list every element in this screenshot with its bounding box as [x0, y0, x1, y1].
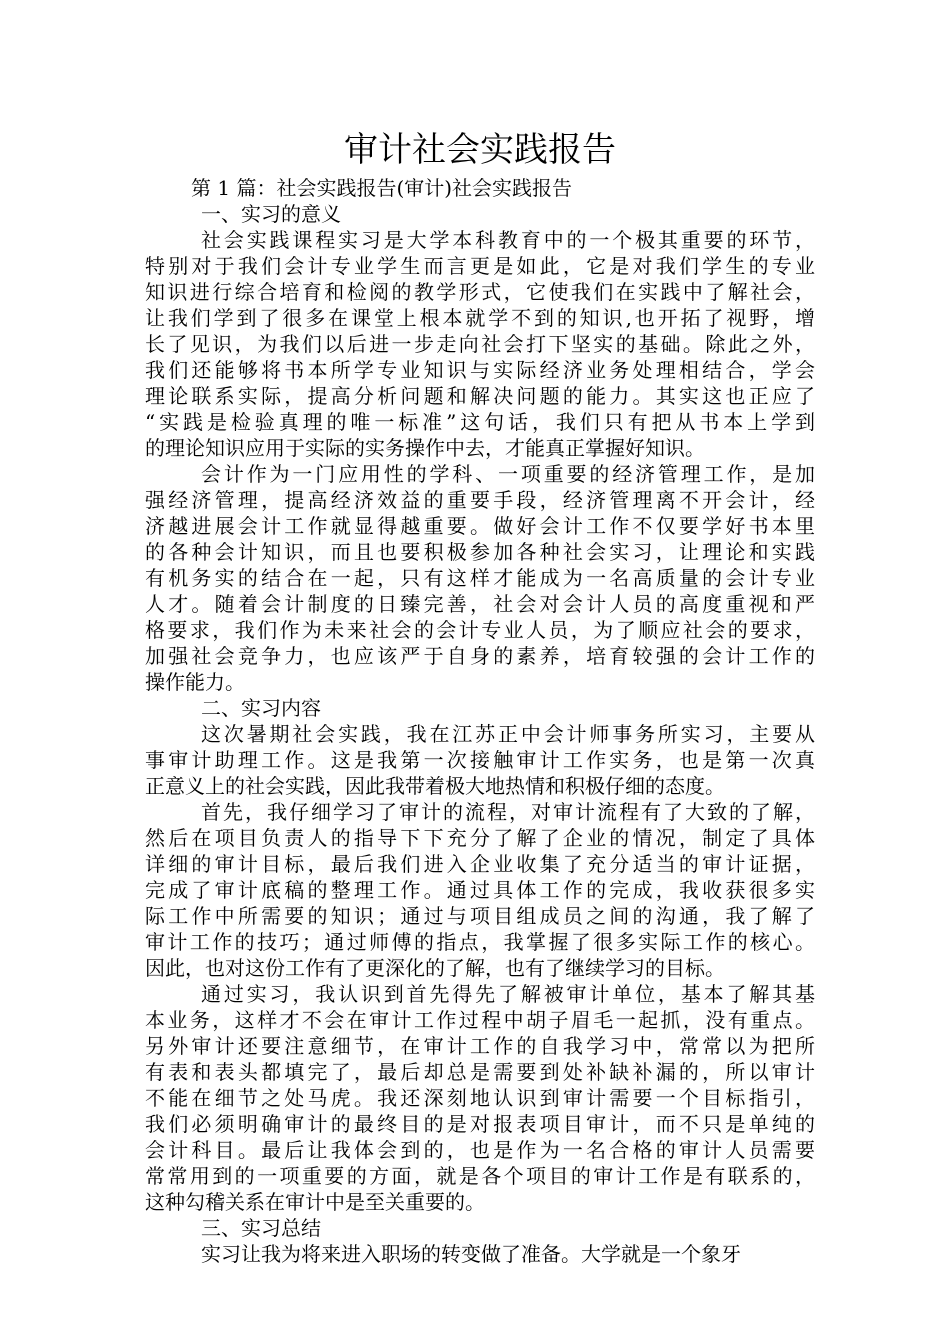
paragraph-line: 我们必须明确审计的最终目的是对报表项目审计，而不只是单纯的 [145, 1112, 815, 1136]
paragraph-line: 操作能力。 [145, 670, 245, 694]
document-body [145, 201, 815, 1267]
section-heading: 二、实习内容 [201, 696, 321, 720]
paragraph-line: 本业务，这样才不会在审计工作过程中胡子眉毛一起抓，没有重点。 [145, 1008, 815, 1032]
paragraph [145, 1241, 815, 1267]
paragraph-line: 通过实习，我认识到首先得先了解被审计单位，基本了解其基 [201, 982, 815, 1006]
paragraph-line: 的各种会计知识，而且也要积极参加各种社会实习，让理论和实践 [145, 540, 815, 564]
paragraph-line: 这次暑期社会实践，我在江苏正中会计师事务所实习，主要从 [201, 722, 815, 746]
paragraph-line: 有表和表头都填完了，最后却总是需要到处补缺补漏的，所以审计 [145, 1060, 815, 1084]
paragraph-line: 审计工作的技巧；通过师傅的指点，我掌握了很多实际工作的核心。 [145, 930, 815, 954]
paragraph [145, 461, 815, 695]
paragraph-line: 不能在细节之处马虎。我还深刻地认识到审计需要一个目标指引， [145, 1086, 815, 1110]
paragraph-line: 会计科目。最后让我体会到的，也是作为一名合格的审计人员需要 [145, 1138, 815, 1162]
paragraph-line: 首先，我仔细学习了审计的流程，对审计流程有了大致的了解， [201, 800, 815, 824]
paragraph-line: 的理论知识应用于实际的实务操作中去，才能真正掌握好知识。 [145, 436, 705, 460]
paragraph-line: 知识进行综合培育和检阅的教学形式，它使我们在实践中了解社会， [145, 280, 815, 304]
paragraph-line: 因此，也对这份工作有了更深化的了解，也有了继续学习的目标。 [145, 956, 725, 980]
paragraph-line: 详细的审计目标，最后我们进入企业收集了充分适当的审计证据， [145, 852, 815, 876]
document-page [145, 128, 815, 1267]
paragraph-line: 理论联系实际，提高分析问题和解决问题的能力。其实这也正应了 [145, 384, 815, 408]
paragraph-line: 另外审计还要注意细节，在审计工作的自我学习中，常常以为把所 [145, 1034, 815, 1058]
paragraph-line: 强经济管理，提高经济效益的重要手段，经济管理离不开会计，经 [145, 488, 815, 512]
paragraph-line: 事审计助理工作。这是我第一次接触审计工作实务，也是第一次真 [145, 748, 815, 772]
paragraph-line: 济越进展会计工作就显得越重要。做好会计工作不仅要学好书本里 [145, 514, 815, 538]
paragraph-line: 际工作中所需要的知识；通过与项目组成员之间的沟通，我了解了 [145, 904, 815, 928]
paragraph-line: 然后在项目负责人的指导下下充分了解了企业的情况，制定了具体 [145, 826, 815, 850]
paragraph-line: 长了见识，为我们以后进一步走向社会打下坚实的基础。除此之外， [145, 332, 815, 356]
paragraph-line: 人才。随着会计制度的日臻完善，社会对会计人员的高度重视和严 [145, 592, 815, 616]
paragraph-line: 格要求，我们作为未来社会的会计专业人员，为了顺应社会的要求， [145, 618, 815, 642]
paragraph [145, 981, 815, 1215]
document-subtitle: 第 1 篇：社会实践报告(审计)社会实践报告 [191, 176, 573, 200]
page-title: 审计社会实践报告 [344, 130, 616, 170]
paragraph-line: 正意义上的社会实践，因此我带着极大地热情和积极仔细的态度。 [145, 774, 725, 798]
paragraph-line: 我们还能够将书本所学专业知识与实际经济业务处理相结合，学会 [145, 358, 815, 382]
paragraph-line: 让我们学到了很多在课堂上根本就学不到的知识,也开拓了视野，增 [145, 306, 815, 330]
paragraph [145, 721, 815, 799]
paragraph-line: 有机务实的结合在一起，只有这样才能成为一名高质量的会计专业 [145, 566, 815, 590]
section-heading: 一、实习的意义 [201, 202, 341, 226]
paragraph-line: “实践是检验真理的唯一标准”这句话，我们只有把从书本上学到 [145, 410, 815, 434]
paragraph-line: 完成了审计底稿的整理工作。通过具体工作的完成，我收获很多实 [145, 878, 815, 902]
section-heading: 三、实习总结 [201, 1216, 321, 1240]
paragraph-line: 常常用到的一项重要的方面，就是各个项目的审计工作是有联系的， [145, 1164, 815, 1188]
paragraph-line: 特别对于我们会计专业学生而言更是如此，它是对我们学生的专业 [145, 254, 815, 278]
paragraph-line: 社会实践课程实习是大学本科教育中的一个极其重要的环节， [201, 228, 815, 252]
paragraph-line: 加强社会竞争力，也应该严于自身的素养，培育较强的会计工作的 [145, 644, 815, 668]
paragraph-line: 会计作为一门应用性的学科、一项重要的经济管理工作，是加 [201, 462, 815, 486]
paragraph-line: 实习让我为将来进入职场的转变做了准备。大学就是一个象牙 [201, 1242, 741, 1266]
paragraph [145, 227, 815, 461]
paragraph-line: 这种勾稽关系在审计中是至关重要的。 [145, 1190, 485, 1214]
paragraph [145, 799, 815, 981]
